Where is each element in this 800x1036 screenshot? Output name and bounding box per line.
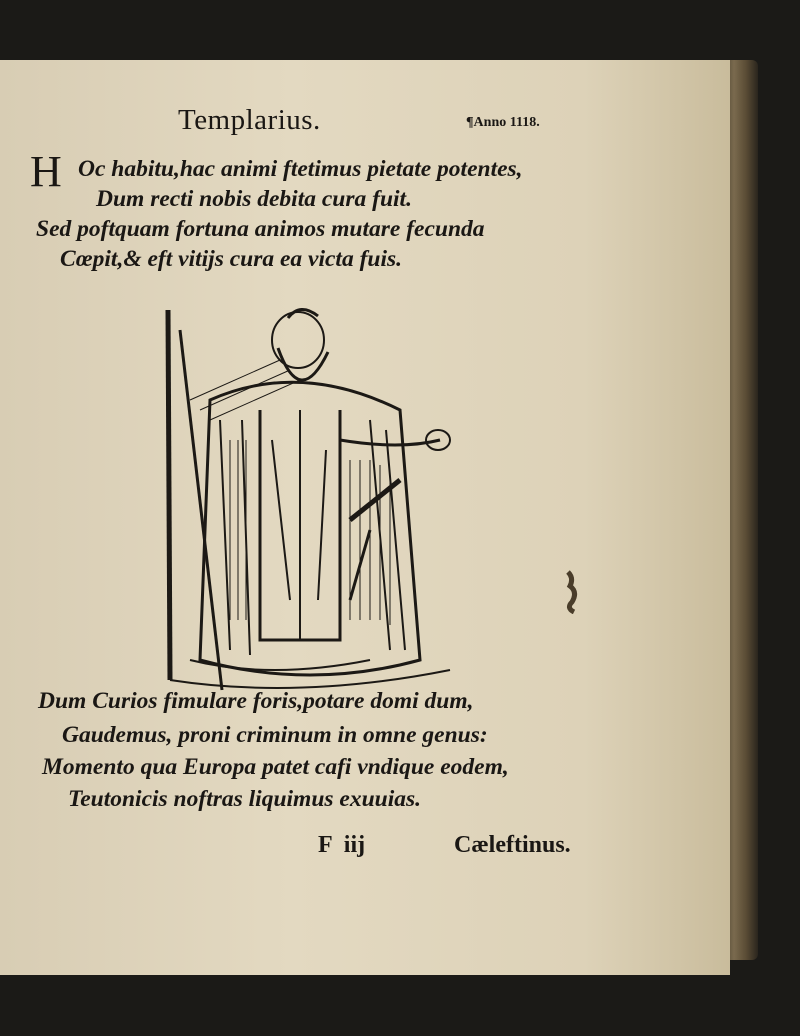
running-head: Templarius.	[178, 104, 321, 136]
signature-mark: F iij	[318, 832, 366, 858]
book-page	[0, 60, 730, 975]
templar-woodcut-illustration	[150, 300, 460, 700]
verse-line-8: Teutonicis noftras liquimus exuuias.	[68, 786, 422, 812]
verse-line-4: Cœpit,& eft vitijs cura ea victa fuis.	[60, 246, 403, 272]
ink-smudge	[560, 568, 586, 614]
verse-line-7: Momento qua Europa patet cafi vndique eodem,	[42, 754, 509, 780]
verse-line-3: Sed poftquam fortuna animos mutare fecunda	[36, 216, 485, 242]
verse-line-6: Gaudemus, proni criminum in omne genus:	[62, 722, 488, 748]
drop-capital: H	[30, 147, 62, 196]
verse-line-5: Dum Curios fimulare foris,potare domi dum,	[38, 688, 474, 714]
verse-line-1: Oc habitu,hac animi ftetimus pietate potentes,	[78, 156, 523, 182]
verse-line-2: Dum recti nobis debita cura fuit.	[96, 186, 412, 212]
year-note: ¶Anno 1118.	[466, 115, 540, 130]
catchword: Cæleftinus.	[454, 832, 571, 858]
